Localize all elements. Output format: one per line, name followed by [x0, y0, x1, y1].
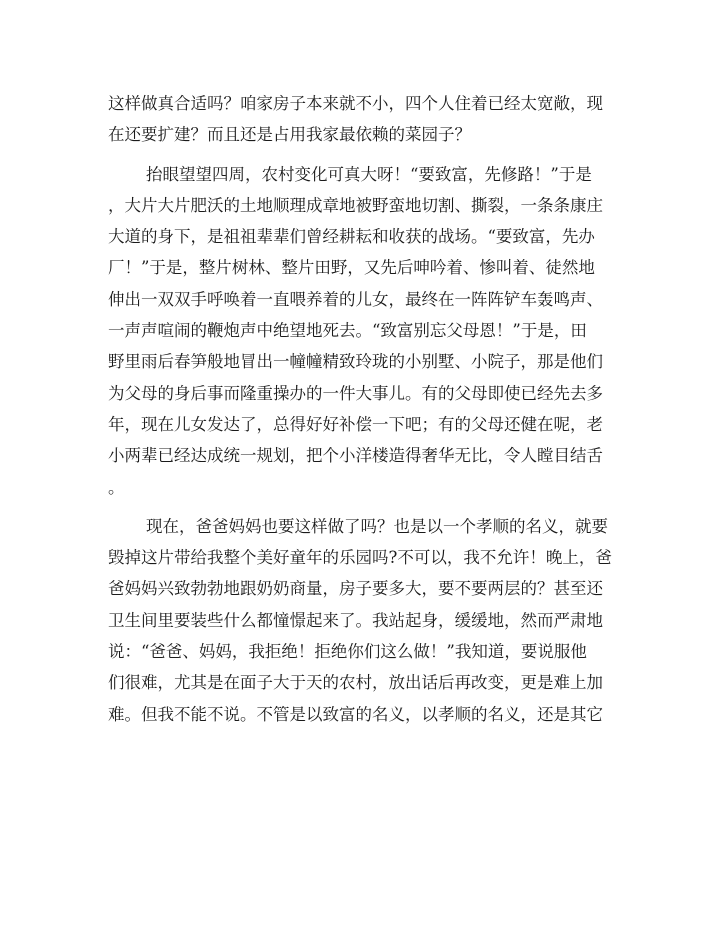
text-line: 现在，爸爸妈妈也要这样做了吗？也是以一个孝顺的名义，就要 [146, 516, 608, 536]
text-line: 小两辈已经达成统一规划，把个小洋楼造得奢华无比，令人瞠目结舌 [108, 446, 603, 466]
text-line: 一声声喧闹的鞭炮声中绝望地死去。“致富别忘父母恩！”于是，田 [108, 321, 587, 341]
paragraph-1 [108, 88, 614, 151]
text-line: 厂！”于是，整片树林、整片田野，又先后呻吟着、惨叫着、徒然地 [108, 258, 595, 278]
text-line: 大道的身下，是祖祖辈辈们曾经耕耘和收获的战场。“要致富，先办 [108, 227, 595, 247]
text-line: 为父母的身后事而隆重操办的一件大事儿。有的父母即使已经先去多 [108, 383, 603, 403]
text-line: 这样做真合适吗？咱家房子本来就不小，四个人住着已经太宽敞，现 [108, 94, 603, 113]
paragraph-3 [108, 511, 614, 730]
text-line: 毁掉这片带给我整个美好童年的乐园吗?不可以，我不允许！晚上，爸 [108, 548, 612, 568]
text-line: 在还要扩建？而且还是占用我家最依赖的菜园子？ [108, 125, 471, 145]
body-text [108, 88, 614, 730]
text-line: 野里雨后春笋般地冒出一幢幢精致玲珑的小别墅、小院子，那是他们 [108, 352, 603, 372]
text-line: 爸妈妈兴致勃勃地跟奶奶商量，房子要多大，要不要两层的？甚至还 [108, 579, 603, 599]
text-line: 。 [108, 477, 125, 497]
text-line: 抬眼望望四周，农村变化可真大呀！“要致富，先修路！”于是 [146, 164, 592, 184]
text-line: 们很难，尤其是在面子大于天的农村，放出话后再改变，更是难上加 [108, 673, 603, 693]
text-line: ，大片大片肥沃的土地顺理成章地被野蛮地切割、撕裂，一条条康庄 [108, 195, 603, 215]
text-line: 说：“爸爸、妈妈，我拒绝！拒绝你们这么做！”我知道，要说服他 [108, 642, 587, 662]
text-line: 伸出一双双手呼唤着一直喂养着的儿女，最终在一阵阵铲车轰鸣声、 [108, 289, 603, 309]
paragraph-2 [108, 159, 614, 503]
text-line: 年，现在儿女发达了，总得好好补偿一下吧；有的父母还健在呢，老 [108, 414, 603, 434]
text-line: 难。但我不能不说。不管是以致富的名义，以孝顺的名义，还是其它 [108, 704, 603, 724]
text-line: 卫生间里要装些什么都憧憬起来了。我站起身，缓缓地，然而严肃地 [108, 610, 603, 630]
